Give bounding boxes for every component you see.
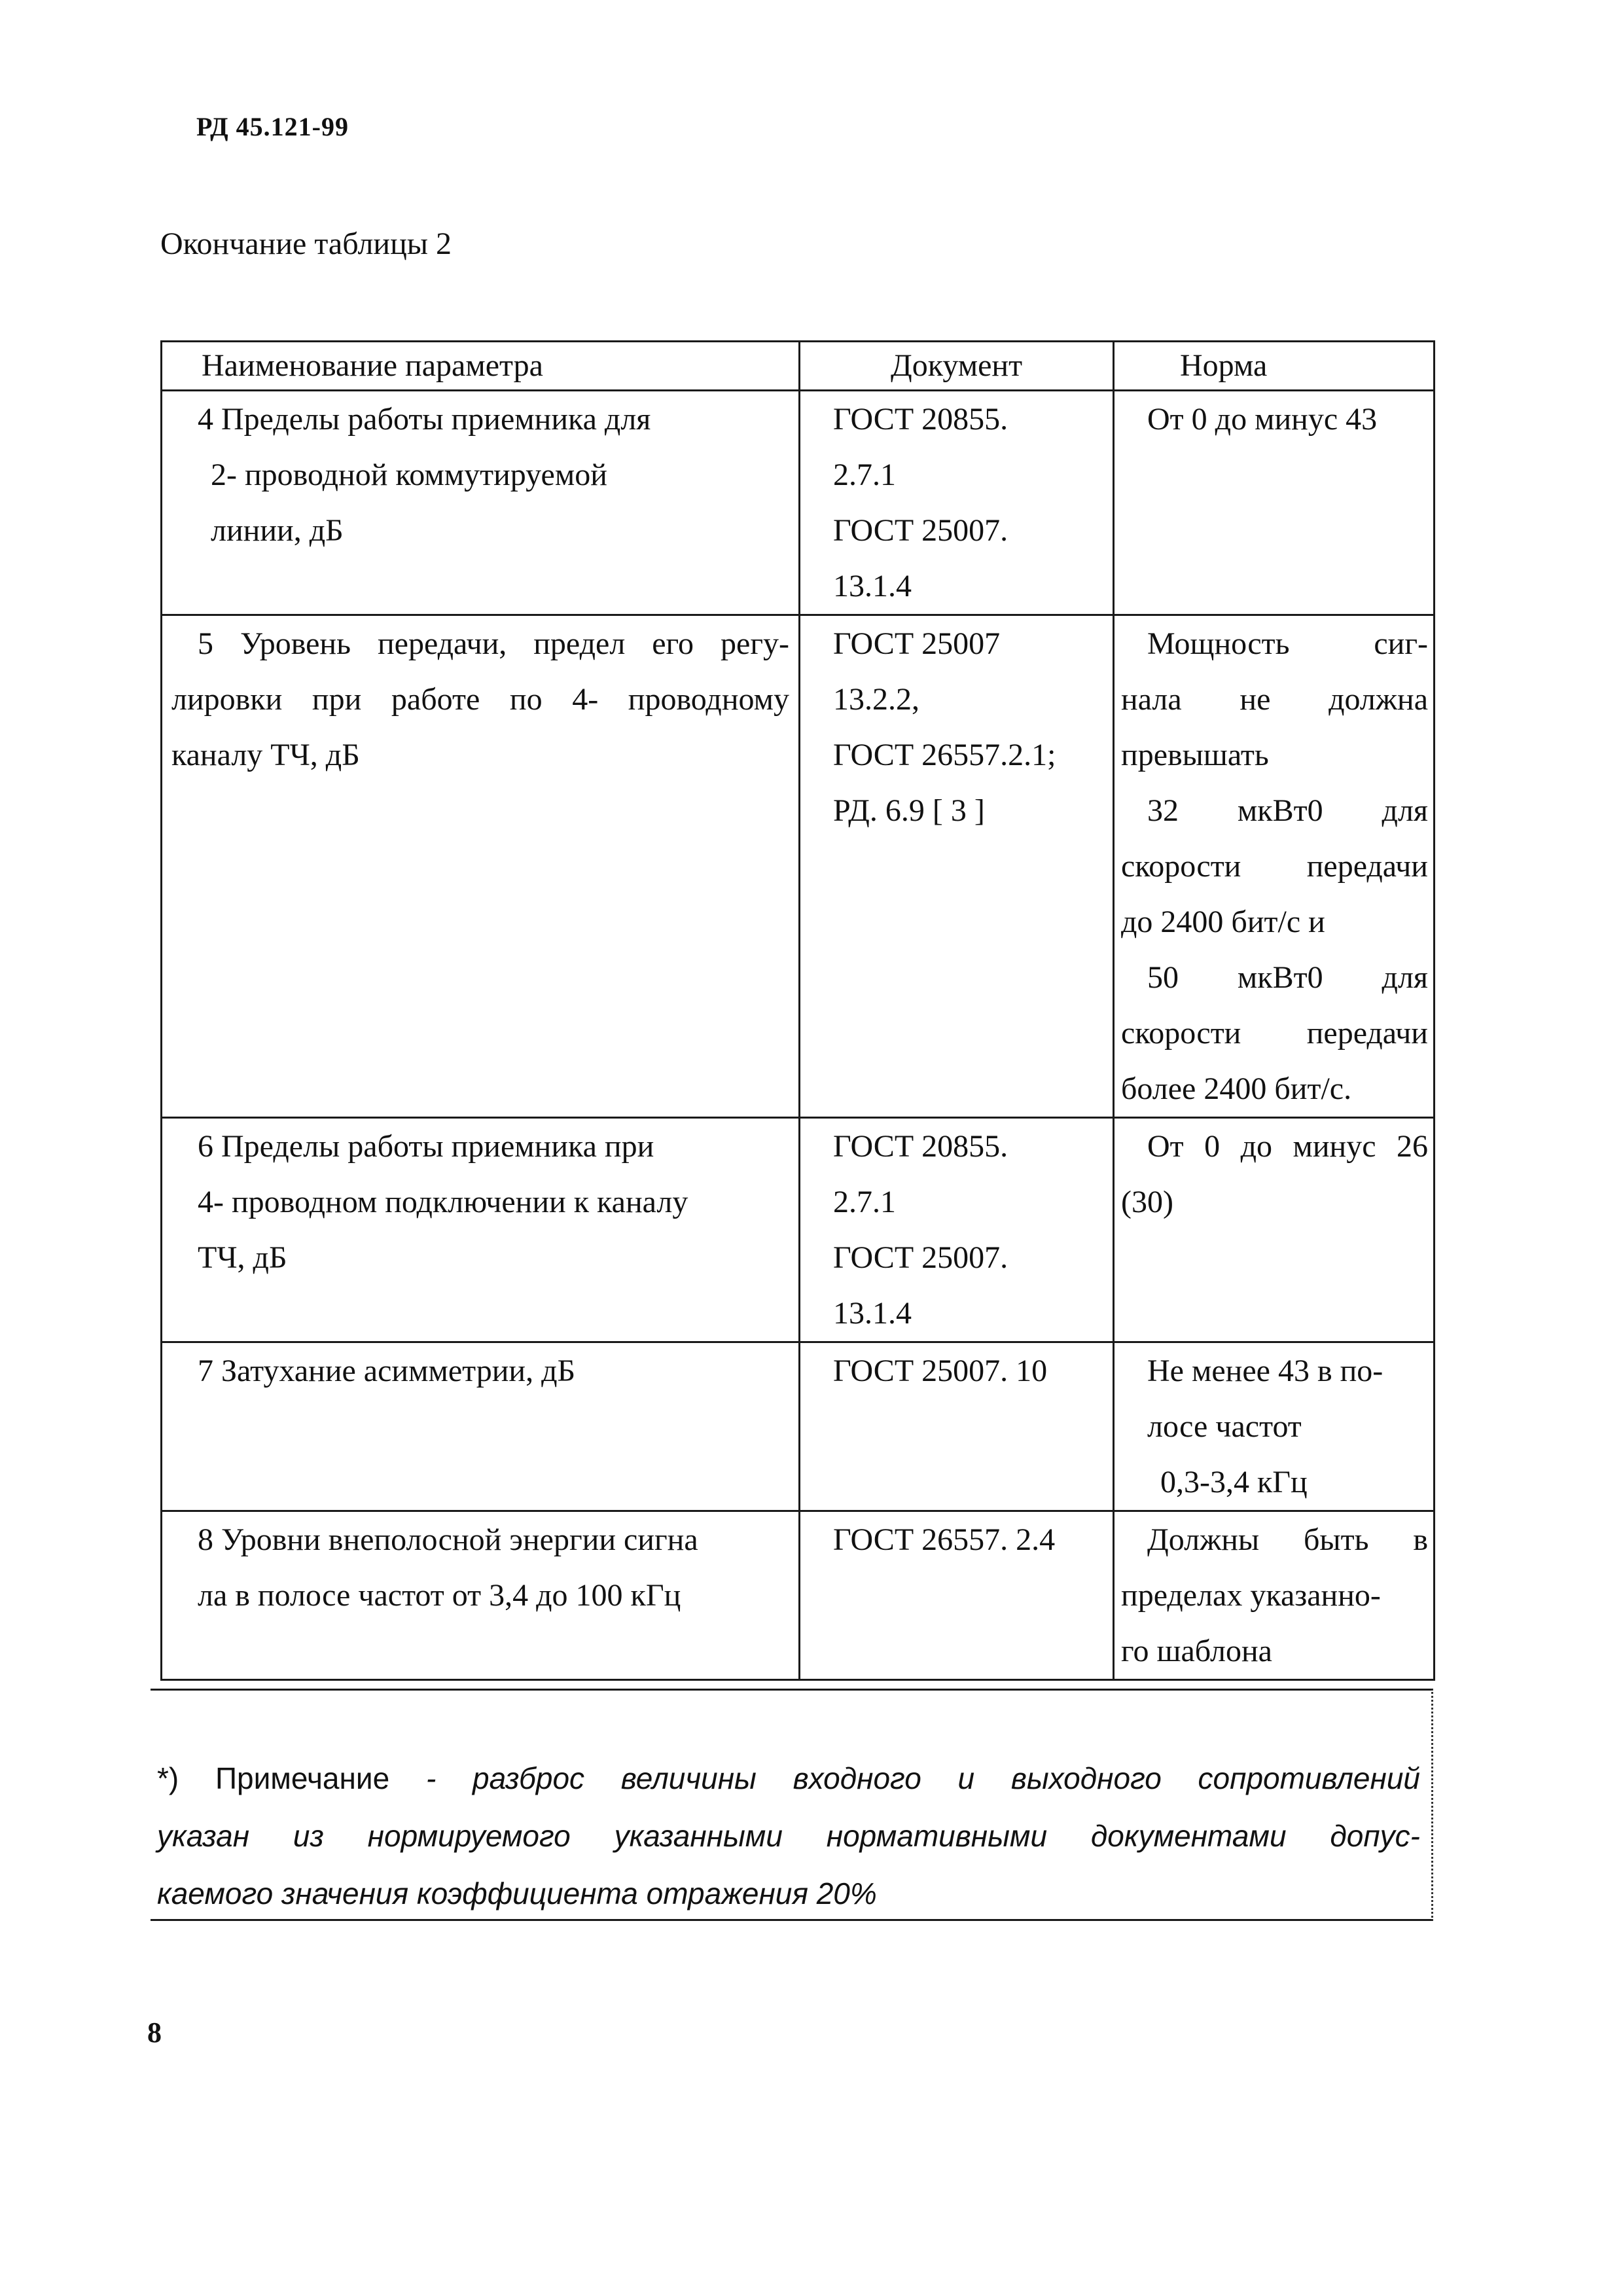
norm-line: От 0 до минус 43 xyxy=(1147,402,1378,437)
document-line: РД. 6.9 [ 3 ] xyxy=(833,793,985,828)
norm-cell xyxy=(1114,1118,1435,1342)
norm-line: лосе частот xyxy=(1147,1409,1302,1444)
norm-line: Мощность сиг- xyxy=(1147,626,1428,661)
table-row xyxy=(162,615,1435,1118)
parameter-cell xyxy=(162,391,800,615)
document-line: ГОСТ 26557.2.1; xyxy=(833,738,1056,772)
norm-line: скорости передачи xyxy=(1121,1016,1428,1050)
document-line: ГОСТ 25007. xyxy=(833,513,1008,548)
document-code: РД 45.121-99 xyxy=(196,112,349,141)
parameter-cell xyxy=(162,1342,800,1511)
footnote-line-1-text: - разброс величины входного и выходного сопротивлений xyxy=(425,1761,1420,1795)
document-line: ГОСТ 26557. 2.4 xyxy=(833,1522,1056,1557)
norm-line: 32 мкВт0 для xyxy=(1147,793,1428,828)
parameter-line: каналу ТЧ, дБ xyxy=(171,738,360,772)
footnote-line-3: каемого значения коэффициента отражения 20% xyxy=(157,1876,877,1910)
norm-cell xyxy=(1114,1342,1435,1511)
document-line: ГОСТ 25007. 10 xyxy=(833,1354,1048,1388)
document-line: 13.2.2, xyxy=(833,682,919,717)
parameters-table xyxy=(160,340,1435,1681)
parameter-cell xyxy=(162,615,800,1118)
document-line: ГОСТ 25007 xyxy=(833,626,1001,661)
norm-line: превышать xyxy=(1121,738,1269,772)
header-norm: Норма xyxy=(1114,342,1435,391)
document-cell xyxy=(800,1118,1114,1342)
norm-cell xyxy=(1114,1511,1435,1680)
norm-cell xyxy=(1114,615,1435,1118)
parameter-line: лировки при работе по 4- проводному xyxy=(171,682,789,717)
document-cell xyxy=(800,391,1114,615)
norm-line: более 2400 бит/с. xyxy=(1121,1071,1352,1106)
norm-line: Не менее 43 в по- xyxy=(1147,1354,1383,1388)
document-line: ГОСТ 20855. xyxy=(833,1129,1008,1164)
document-line: 2.7.1 xyxy=(833,457,896,492)
norm-line: скорости передачи xyxy=(1121,849,1428,884)
footnote-box xyxy=(151,1689,1433,1921)
norm-line: (30) xyxy=(1121,1185,1173,1219)
parameter-line: 4- проводном подключении к каналу xyxy=(198,1185,688,1219)
table-row xyxy=(162,1342,1435,1511)
document-line: ГОСТ 20855. xyxy=(833,402,1008,437)
document-line: 13.1.4 xyxy=(833,1296,912,1331)
document-cell xyxy=(800,1342,1114,1511)
table-caption: Окончание таблицы 2 xyxy=(160,226,452,261)
parameter-cell xyxy=(162,1118,800,1342)
parameter-line: 6 Пределы работы приемника при xyxy=(198,1129,654,1164)
table-header-row xyxy=(162,342,1435,391)
table-row xyxy=(162,1511,1435,1680)
norm-line: пределах указанно- xyxy=(1121,1578,1381,1613)
norm-line: нала не должна xyxy=(1121,682,1428,717)
document-line: 2.7.1 xyxy=(833,1185,896,1219)
norm-line: 0,3-3,4 кГц xyxy=(1160,1465,1308,1499)
parameter-line: 7 Затухание асимметрии, дБ xyxy=(198,1354,576,1388)
footnote-line-1 xyxy=(157,1749,1420,1807)
document-cell xyxy=(800,615,1114,1118)
norm-line: От 0 до минус 26 xyxy=(1147,1129,1428,1164)
table-row xyxy=(162,391,1435,615)
parameter-line: 4 Пределы работы приемника для xyxy=(198,402,651,437)
parameter-line: ла в полосе частот от 3,4 до 100 кГц xyxy=(198,1578,681,1613)
document-line: 13.1.4 xyxy=(833,569,912,603)
document-line: ГОСТ 25007. xyxy=(833,1240,1008,1275)
parameter-cell xyxy=(162,1511,800,1680)
parameter-line: 5 Уровень передачи, предел его регу- xyxy=(198,626,789,661)
norm-cell xyxy=(1114,391,1435,615)
footnote-label: *) Примечание xyxy=(157,1761,390,1795)
header-parameter-name: Наименование параметра xyxy=(162,342,800,391)
norm-line: Должны быть в xyxy=(1147,1522,1428,1557)
parameter-line: линии, дБ xyxy=(211,513,344,548)
table-row xyxy=(162,1118,1435,1342)
parameter-line: ТЧ, дБ xyxy=(198,1240,287,1275)
parameter-line: 8 Уровни внеполосной энергии сигна xyxy=(198,1522,698,1557)
parameter-line: 2- проводной коммутируемой xyxy=(211,457,607,492)
document-cell xyxy=(800,1511,1114,1680)
footnote-line-2: указан из нормируемого указанными нормативными документами допус- xyxy=(157,1819,1420,1853)
norm-line: 50 мкВт0 для xyxy=(1147,960,1428,995)
norm-line: до 2400 бит/с и xyxy=(1121,905,1325,939)
norm-line: го шаблона xyxy=(1121,1634,1272,1668)
page-number: 8 xyxy=(147,2017,162,2049)
header-document: Документ xyxy=(800,342,1114,391)
footnote-text xyxy=(157,1749,1420,1922)
